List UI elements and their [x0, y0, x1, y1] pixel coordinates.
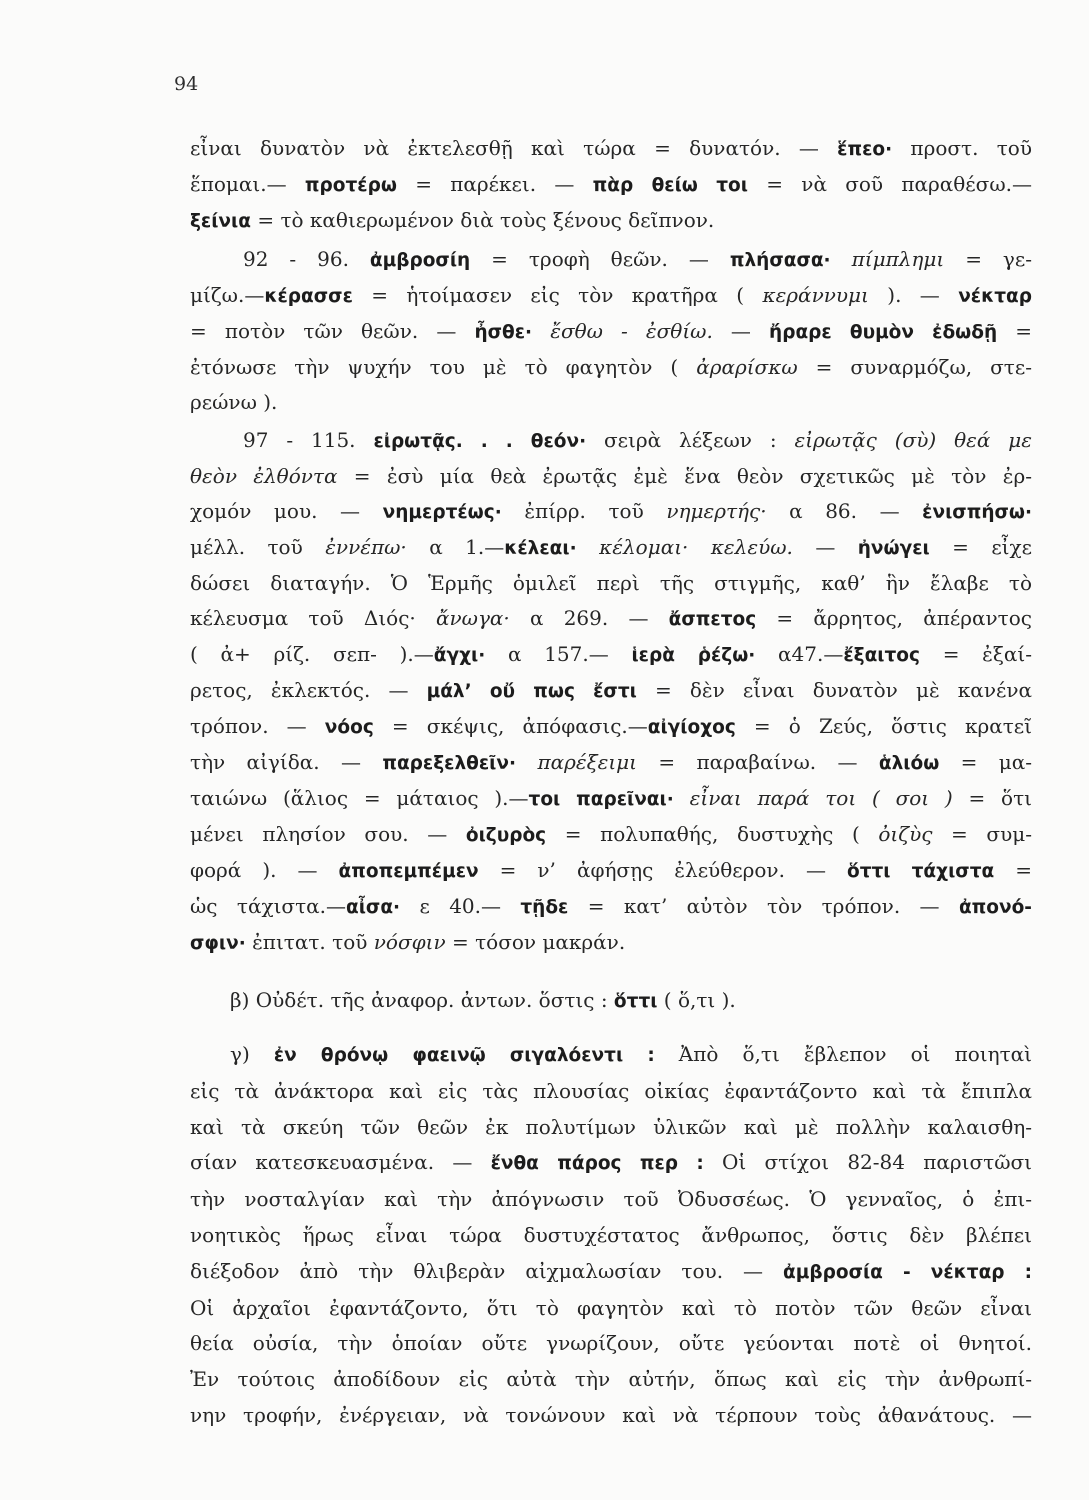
text-run: = ὁ Ζεύς, ὅστις κρατεῖ: [735, 714, 1032, 738]
italic-text: παρέξειμι: [537, 750, 638, 774]
text-run: = συναρμόζω, στε-: [797, 355, 1032, 379]
italic-text: πίμπλημι: [851, 247, 945, 271]
headword: ἁλιόω: [878, 753, 940, 774]
text-run: —: [792, 535, 858, 559]
text-run: δώσει διαταγήν. Ὁ Ἑρμῆς ὁμιλεῖ περὶ τῆς στιγμῆς, καθ’ ἣν ἔλαβε τὸ: [190, 571, 1032, 595]
text-run: φορά ). —: [190, 858, 339, 882]
headword: ξείνια: [190, 211, 251, 232]
text-run: =: [994, 858, 1033, 882]
text-run: = πολυπαθής, δυστυχὴς (: [546, 822, 879, 846]
text-run: ἕπομαι.—: [190, 172, 305, 196]
headword: μάλ’ οὔ πως ἔστι: [426, 681, 637, 702]
text-run: α 269. —: [509, 606, 669, 630]
text-run: τὴν νοσταλγίαν καὶ τὴν ἀπόγνωσιν τοῦ Ὀδυσσέως. Ὁ γενναῖος, ὁ ἐπι-: [190, 1187, 1032, 1212]
headword: ἠνώγει: [857, 538, 930, 559]
text-line: [190, 983, 1032, 1019]
text-run: Ἐν τούτοις ἀποδίδουν εἰς αὐτὰ τὴν αὐτήν, ὅπως καὶ εἰς τὴν ἀνθρωπί-: [190, 1367, 1032, 1392]
text-run: γ): [230, 1042, 274, 1066]
italic-text: ἄνωγα·: [435, 606, 510, 630]
headword: πλήσασα·: [729, 250, 852, 271]
italic-text: νημερτής·: [666, 499, 767, 523]
italic-text: νόσφιν: [373, 930, 446, 954]
headword: ἀμβροσία - νέκταρ :: [783, 1261, 1033, 1283]
text-run: Ἀπὸ ὅ,τι ἔβλεπον οἱ ποιηταὶ: [654, 1042, 1032, 1066]
text-run: ε 40.—: [400, 894, 521, 918]
text-run: = δὲν εἶναι δυνατὸν μὲ κανένα: [636, 678, 1032, 702]
text-line: [190, 1145, 1032, 1182]
text-run: = παραβαίνω. —: [637, 750, 879, 774]
text-line: [190, 1110, 1032, 1146]
text-run: = μα-: [939, 750, 1033, 774]
headword: ὅττι: [613, 991, 658, 1012]
text-run: = ἄρρητος, ἀπέραντος: [756, 606, 1032, 630]
text-run: = συμ-: [932, 822, 1032, 846]
text-line: [190, 745, 1032, 781]
text-line: [190, 1398, 1032, 1434]
headword: ἀμβροσίη: [369, 250, 471, 271]
paragraph: [190, 983, 1032, 1019]
text-line: [190, 1326, 1032, 1362]
headword: αἶσα·: [346, 897, 401, 918]
text-run: =: [997, 319, 1032, 343]
headword: προτέρω: [304, 175, 397, 196]
text-run: σίαν κατεσκευασμένα. —: [190, 1150, 491, 1175]
text-run: μέλλ. τοῦ: [190, 535, 326, 559]
text-line: [190, 601, 1032, 637]
text-run: εἶναι δυνατὸν νὰ ἐκτελεσθῇ καὶ τώρα = δυνατόν. —: [190, 136, 838, 160]
text-run: = γε-: [944, 247, 1033, 271]
headword: τοι παρεῖναι·: [528, 789, 690, 810]
headword: νόος: [324, 717, 374, 738]
text-run: σειρὰ λέξεων :: [586, 428, 795, 452]
text-run: = ν’ ἀφήσῃς ἐλεύθερον. —: [478, 858, 847, 882]
text-run: = παρέκει. —: [396, 172, 593, 196]
italic-text: ἔσθω - ἐσθίω.: [550, 319, 713, 343]
paragraph: [190, 242, 1032, 420]
text-line: [190, 385, 1032, 420]
headword: ὅττι τάχιστα: [846, 861, 995, 882]
text-line: [190, 709, 1032, 745]
text-line: [190, 423, 1032, 459]
text-run: θεία οὐσία, τὴν ὁποίαν οὔτε γνωρίζουν, οὔτε γεύονται ποτὲ οἱ θνητοί.: [190, 1331, 1032, 1356]
text-line: [190, 1218, 1032, 1254]
text-line: [190, 673, 1032, 709]
text-run: = ὅτι: [952, 786, 1032, 810]
italic-text: ὀιζὺς: [878, 822, 933, 846]
text-line: [190, 1291, 1032, 1327]
text-run: = εἶχε: [929, 535, 1033, 559]
text-line: [190, 314, 1032, 350]
text-line: [190, 494, 1032, 530]
text-line: [190, 925, 1032, 961]
text-line: [190, 1182, 1032, 1218]
text-run: Οἱ ἀρχαῖοι ἐφαντάζοντο, ὅτι τὸ φαγητὸν καὶ τὸ ποτὸν τῶν θεῶν εἶναι: [190, 1295, 1032, 1320]
italic-text: εἶναι παρά τοι ( σοι ): [689, 786, 953, 810]
italic-text: κεράννυμι: [762, 283, 869, 307]
text-run: τὴν αἰγίδα. —: [190, 750, 383, 774]
headword: ἀποπεμπέμεν: [338, 861, 479, 882]
text-run: = σκέψις, ἀπόφασις.—: [373, 714, 648, 738]
text-run: ταιώνω (ἅλιος = μάταιος ).—: [190, 786, 529, 810]
text-run: = νὰ σοῦ παραθέσω.—: [747, 172, 1032, 196]
headword: νημερτέως·: [382, 502, 502, 523]
text-run: —: [712, 319, 770, 343]
paragraph: [190, 423, 1032, 961]
text-run: καὶ τὰ σκεύη τῶν θεῶν ἐκ πολυτίμων ὑλικῶν καὶ μὲ πολλὴν καλαισθη-: [190, 1114, 1032, 1139]
headword: ἱερὰ ῥέζω·: [631, 645, 756, 666]
text-line: [190, 637, 1032, 673]
text-run: ὡς τάχιστα.—: [190, 894, 346, 918]
text-run: εἰς τὰ ἀνάκτορα καὶ εἰς τὰς πλουσίας οἰκίας ἐφαντάζοντο καὶ τὰ ἔπιπλα: [190, 1078, 1032, 1103]
headword: ἄσπετος: [668, 609, 757, 630]
text-line: [190, 242, 1032, 278]
text-line: [190, 889, 1032, 925]
text-run: μίζω.—: [190, 283, 265, 307]
text-line: [190, 131, 1032, 167]
text-run: ἐπίρρ. τοῦ: [501, 499, 667, 523]
italic-text: ἀραρίσκω: [696, 355, 798, 379]
text-run: = ποτὸν τῶν θεῶν. —: [190, 319, 475, 343]
text-run: ). —: [868, 283, 959, 307]
text-run: Οἱ στίχοι 82-84 παριστῶσι: [703, 1150, 1032, 1175]
headword: τῇδε: [520, 897, 569, 918]
italic-text: κέλομαι· κελεύω.: [599, 535, 793, 559]
headword: αἰγίοχος: [647, 717, 736, 738]
headword: κέλεαι·: [504, 538, 600, 559]
text-line: [190, 1362, 1032, 1398]
text-run: κέλευσμα τοῦ Διός·: [190, 606, 436, 630]
text-line: [190, 1037, 1032, 1074]
text-run: α 1.—: [406, 535, 505, 559]
text-run: = ἡτοίμασεν εἰς τὸν κρατῆρα (: [352, 283, 763, 307]
text-run: ( ἀ+ ρίζ. σεπ- ).—: [190, 642, 434, 666]
headword: ὀιζυρὸς: [465, 825, 547, 846]
text-line: [190, 167, 1032, 203]
text-run: = κατ’ αὐτὸν τὸν τρόπον. —: [568, 894, 959, 918]
headword: παρεξελθεῖν·: [382, 753, 538, 774]
text-run: τρόπον. —: [190, 714, 325, 738]
text-line: [190, 1074, 1032, 1110]
text-line: [190, 278, 1032, 314]
text-run: = τόσον μακράν.: [445, 930, 626, 954]
headword: ἔξαιτος: [843, 645, 920, 666]
text-run: β) Οὐδέτ. τῆς ἀναφορ. ἀντων. ὅστις :: [230, 988, 614, 1012]
text-line: [190, 781, 1032, 817]
text-run: 97 - 115.: [243, 428, 374, 452]
text-run: 92 - 96.: [243, 247, 370, 271]
headword: νέκταρ: [958, 286, 1033, 307]
text-run: ρεώνω ).: [190, 390, 278, 414]
headword: κέρασσε: [264, 286, 353, 307]
text-run: ρετος, ἐκλεκτός. —: [190, 678, 427, 702]
text-run: προστ. τοῦ: [892, 136, 1032, 160]
headword: πὰρ θείω τοι: [592, 175, 748, 196]
paragraph: [190, 1037, 1032, 1434]
text-run: μένει πλησίον σου. —: [190, 822, 466, 846]
text-run: = τὸ καθιερωμένον διὰ τοὺς ξένους δεῖπνον.: [250, 208, 715, 232]
headword: εἰρωτᾷς. . . θεόν·: [373, 431, 587, 452]
headword: ἐνισπήσω·: [922, 502, 1033, 523]
text-line: [190, 817, 1032, 853]
text-line: [190, 1254, 1032, 1291]
text-line: [190, 853, 1032, 889]
text-run: νοητικὸς ἥρως εἶναι τώρα δυστυχέστατος ἄνθρωπος, ὅστις δὲν βλέπει: [190, 1222, 1032, 1247]
text-line: [190, 459, 1032, 494]
headword: ἤραρε θυμὸν ἐδωδῇ: [769, 322, 998, 343]
text-run: διέξοδον ἀπὸ τὴν θλιβερὰν αἰχμαλωσίαν του. —: [190, 1258, 784, 1283]
text-line: [190, 203, 1032, 239]
headword: ἦσθε·: [474, 322, 551, 343]
text-line: [190, 350, 1032, 385]
text-run: α47.—: [755, 642, 844, 666]
text-run: α 86. —: [766, 499, 923, 523]
text-line: [190, 566, 1032, 601]
text-run: ἐτόνωσε τὴν ψυχήν του μὲ τὸ φαγητὸν (: [190, 355, 697, 379]
page-number: 94: [174, 73, 199, 95]
headword: ἄγχι·: [433, 645, 486, 666]
italic-text: εἰρωτᾷς (σὺ) θεά με: [794, 428, 1033, 452]
headword: ἀπονό-: [958, 897, 1032, 918]
headword: σφιν·: [190, 933, 246, 954]
paragraph: [190, 131, 1032, 239]
headword: ἕπεο·: [837, 139, 893, 160]
text-run: = τροφὴ θεῶν. —: [470, 247, 730, 271]
italic-text: θεὸν ἐλθόντα: [190, 464, 338, 488]
text-run: ( ὅ,τι ).: [657, 988, 736, 1012]
text-run: νην τροφήν, ἐνέργειαν, νὰ τονώνουν καὶ νὰ τέρπουν τοὺς ἀθανάτους. —: [190, 1402, 1032, 1427]
text-line: [190, 530, 1032, 566]
italic-text: ἐννέπω·: [325, 535, 407, 559]
text-run: α 157.—: [485, 642, 632, 666]
headword: ἔνθα πάρος περ :: [490, 1153, 704, 1175]
text-run: = ἐξαί-: [919, 642, 1033, 666]
text-run: ἐπιτατ. τοῦ: [245, 930, 374, 954]
text-run: = ἐσὺ μία θεὰ ἐρωτᾷς ἐμὲ ἕνα θεὸν σχετικῶς μὲ τὸν ἐρ-: [337, 464, 1032, 488]
text-run: χομόν μου. —: [190, 499, 383, 523]
commentary-text: [190, 131, 1032, 1434]
headword: ἐν θρόνῳ φαεινῷ σιγαλόεντι :: [273, 1045, 655, 1066]
